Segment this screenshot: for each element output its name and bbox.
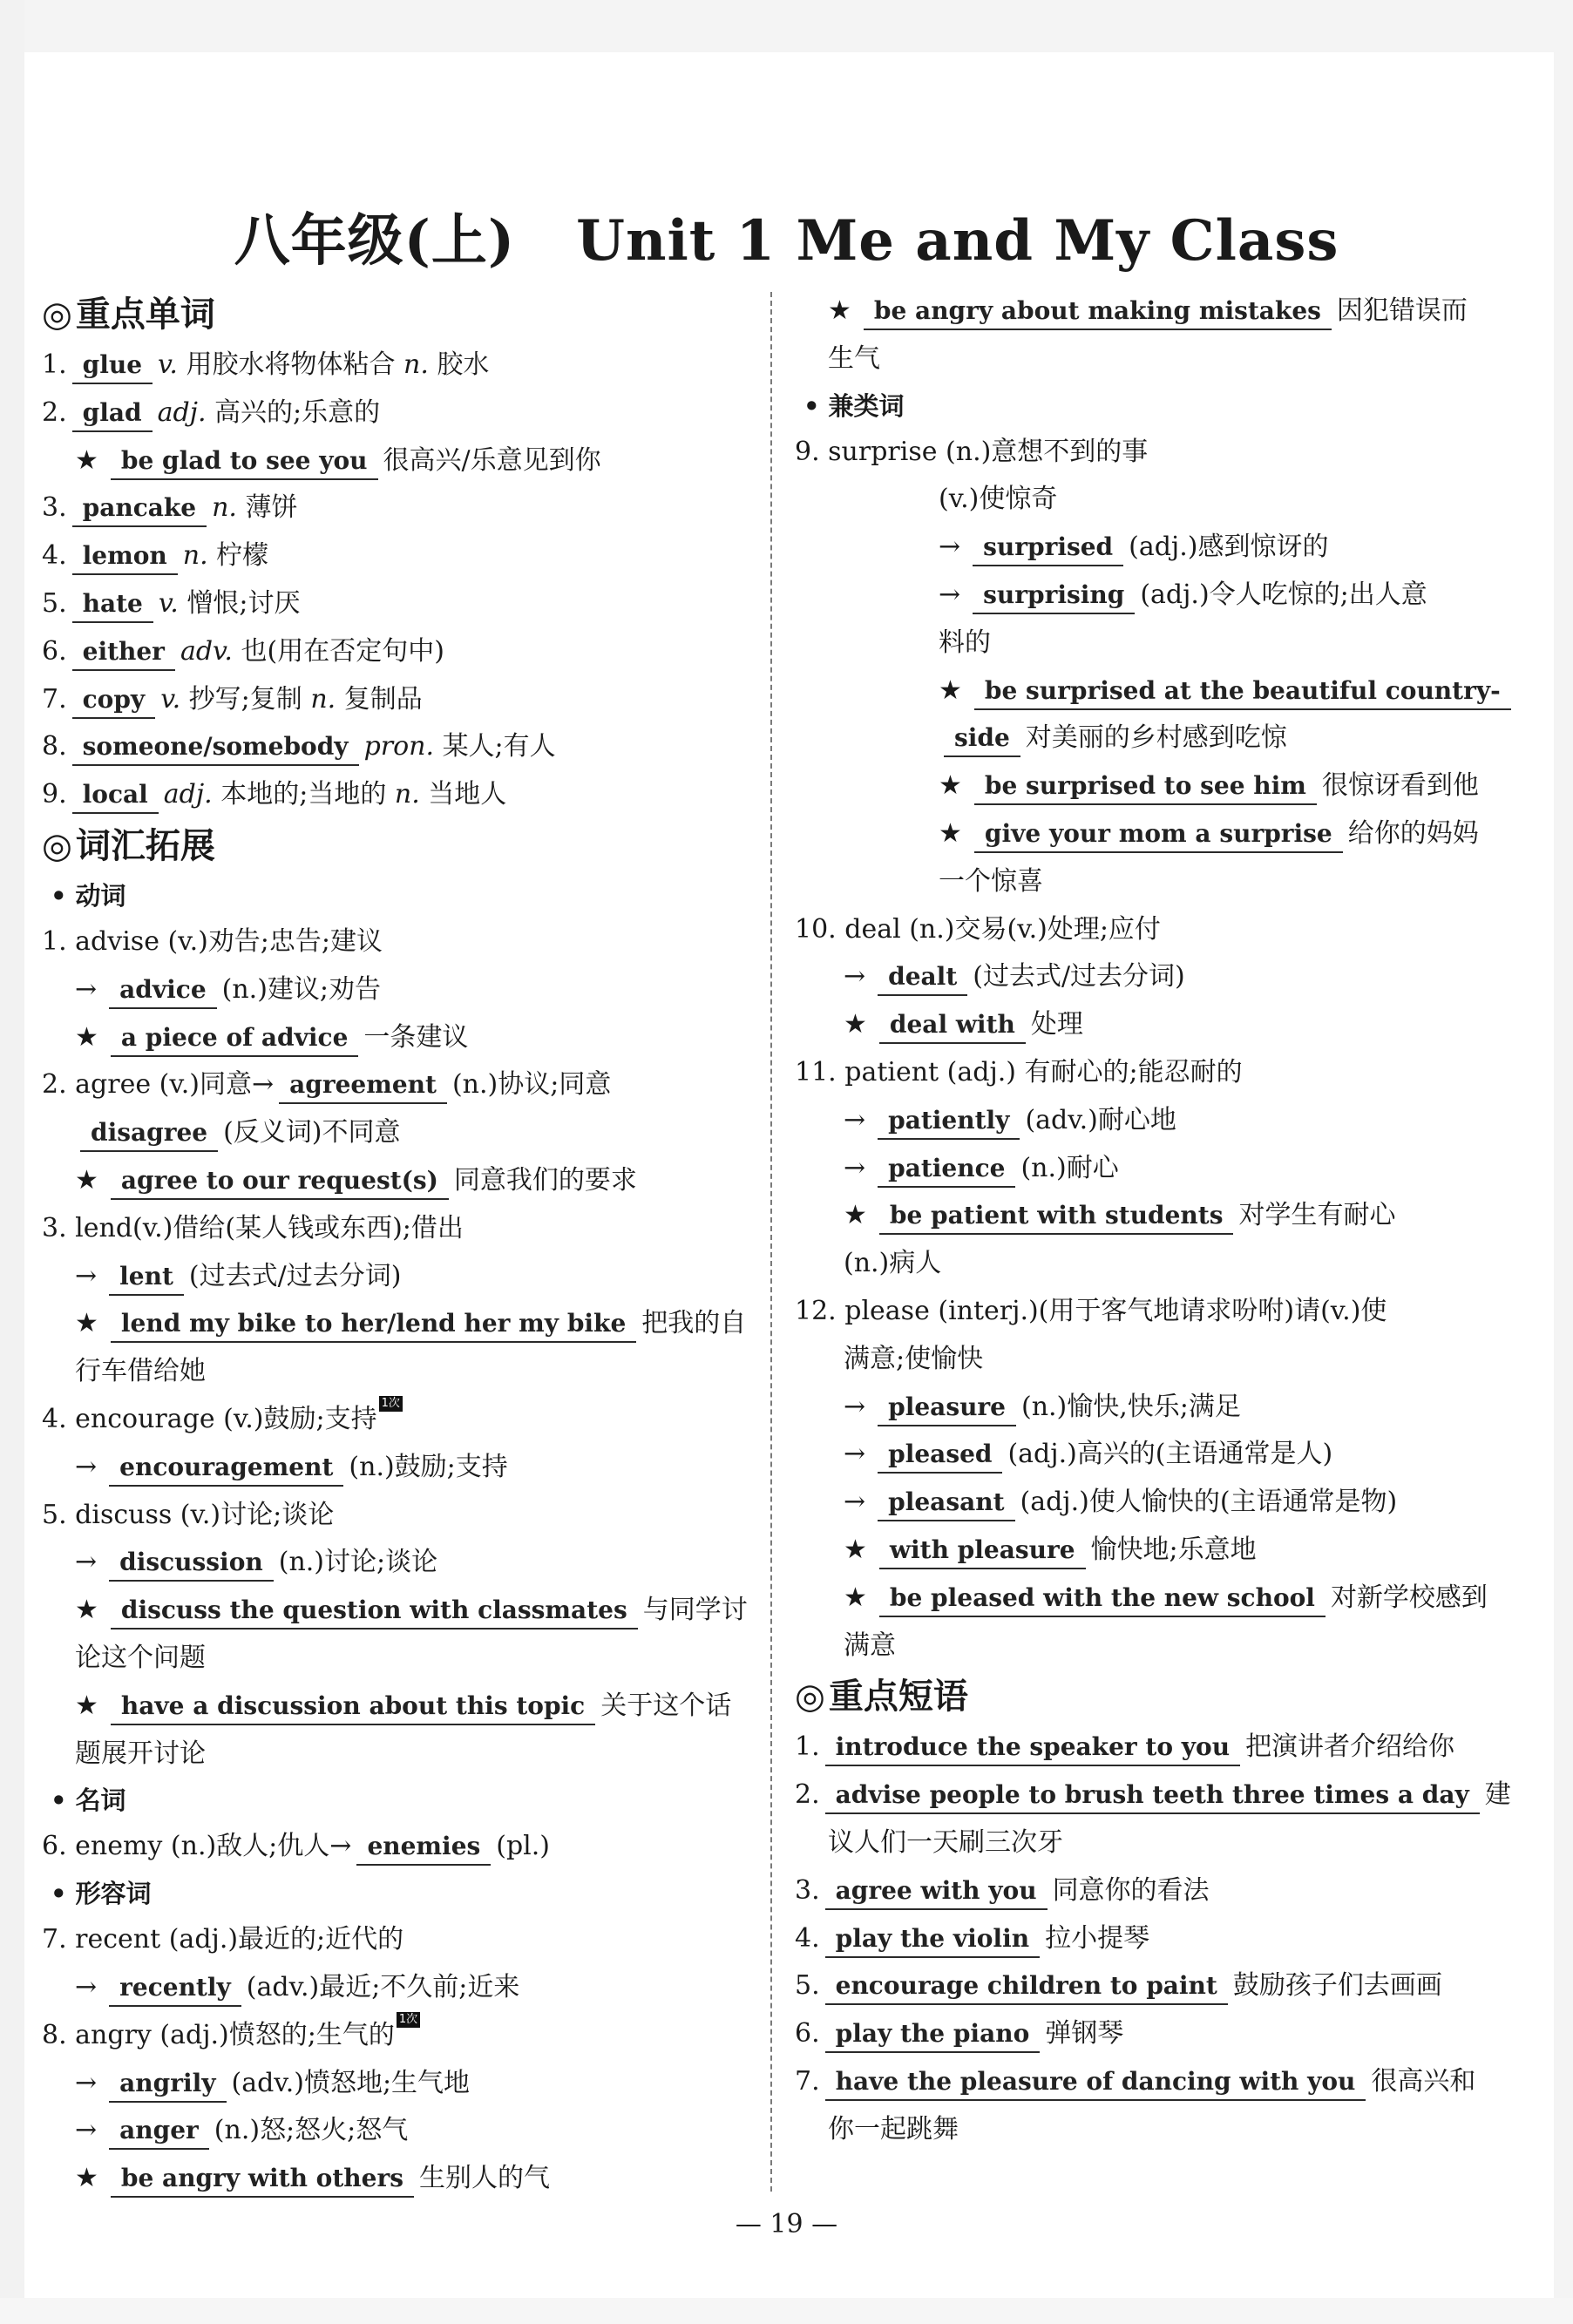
meaning: 建: [1484, 1779, 1511, 1811]
meaning: (adv.)愤怒地;生气地: [231, 2067, 471, 2098]
meaning: (adj.)感到惊讶的: [1129, 532, 1329, 563]
entry-number: 7.: [795, 2065, 820, 2097]
entry-text: (v.)使惊奇: [939, 484, 1058, 515]
meaning: 当地人: [428, 779, 507, 810]
arrow-icon: →: [75, 1260, 98, 1291]
entry-line: [795, 1724, 1509, 1772]
answer-blank: recently: [109, 1970, 241, 2007]
entry-line: [795, 1288, 1509, 1336]
meaning: 本地的;当地的: [220, 779, 387, 810]
answer-blank: deal with: [879, 1007, 1026, 1044]
star-icon: ★: [844, 1200, 867, 1231]
entry-text: 行车借给她: [75, 1356, 206, 1387]
part-of-speech: n.: [212, 492, 246, 524]
answer-blank: agree with you: [825, 1873, 1048, 1910]
entry-line: [42, 1205, 739, 1253]
answer-blank: patience: [878, 1151, 1015, 1188]
star-icon: ★: [844, 1009, 867, 1040]
meaning: 把演讲者介绍给你: [1245, 1731, 1455, 1763]
answer-blank: enemies: [356, 1829, 491, 1866]
arrow-icon: →: [75, 1547, 98, 1578]
category-heading: [795, 383, 1509, 429]
meaning: 因犯错误而: [1336, 295, 1468, 326]
answer-blank: be patient with students: [879, 1198, 1234, 1235]
part-of-speech: adj.: [157, 396, 215, 428]
meaning: 很惊讶看到他: [1321, 770, 1479, 802]
entry-number: 8.: [42, 731, 67, 762]
bullet-icon: •: [51, 1879, 67, 1909]
entry-number: 5.: [42, 587, 67, 619]
meaning: 关于这个话: [600, 1690, 732, 1721]
part-of-speech: v.: [158, 587, 187, 619]
entry-line: [42, 580, 739, 628]
answer-blank: be glad to see you: [111, 444, 378, 480]
entry-text: 7. recent (adj.)最近的;近代的: [42, 1924, 404, 1955]
section-heading-text: 词汇拓展: [75, 824, 215, 866]
bullet-icon: •: [51, 1785, 67, 1816]
entry-text: 8. angry (adj.)愤怒的;生气的: [42, 2019, 395, 2050]
arrow-icon: →: [75, 973, 98, 1005]
bullet-icon: •: [51, 880, 67, 911]
arrow-icon: →: [75, 2115, 98, 2146]
entry-text: (n.)病人: [844, 1248, 942, 1279]
meaning: (n.)鼓励;支持: [349, 1451, 508, 1482]
answer-blank: be angry with others: [111, 2161, 414, 2198]
meaning: 对新学校感到: [1330, 1582, 1488, 1613]
entry-line: [795, 1049, 1509, 1097]
star-icon: ★: [75, 2163, 98, 2194]
answer-blank: encourage children to paint: [825, 1968, 1228, 2005]
meaning: 拉小提琴: [1045, 1922, 1150, 1954]
arrow-icon: →: [844, 961, 866, 993]
entry-number: 6.: [795, 2018, 820, 2050]
meaning: (adv.)最近;不久前;近来: [246, 1971, 520, 2002]
entry-line: [795, 1097, 1509, 1145]
entry-line: [42, 2107, 739, 2155]
answer-blank: agree to our request(s): [111, 1163, 449, 1200]
arrow-icon: →: [75, 2067, 98, 2098]
meaning: 用胶水将物体粘合: [186, 349, 396, 380]
entry-line: [795, 953, 1509, 1001]
part-of-speech: n.: [395, 349, 437, 380]
entry-line: [42, 2060, 739, 2108]
answer-blank: someone/somebody: [72, 729, 359, 766]
answer-blank: angrily: [109, 2066, 226, 2103]
meaning: (n.)协议;同意: [451, 1069, 612, 1101]
page-title-english: Unit 1 Me and My Class: [576, 208, 1339, 274]
entry-line: [42, 1731, 739, 1779]
meaning: (adj.)高兴的(主语通常是人): [1007, 1439, 1333, 1470]
entry-line: [795, 906, 1509, 954]
answer-blank: agreement: [279, 1067, 447, 1104]
left-column: [42, 288, 748, 2203]
section-heading: [795, 1670, 1509, 1724]
arrow-icon: →: [844, 1487, 866, 1518]
column-divider: [770, 292, 772, 2192]
meaning: 与同学讨: [642, 1595, 748, 1626]
entry-line: [42, 2155, 739, 2203]
answer-blank: encouragement: [109, 1450, 343, 1487]
entry-line: [795, 1819, 1509, 1867]
star-icon: ★: [939, 770, 962, 802]
meaning: 同意你的看法: [1052, 1874, 1210, 1906]
category-heading-text: 动词: [75, 880, 126, 911]
answer-blank: advice: [109, 972, 217, 1009]
entry-line: [42, 2012, 739, 2060]
category-heading-text: 名词: [75, 1785, 126, 1816]
answer-blank: discussion: [109, 1545, 274, 1582]
part-of-speech: v.: [158, 349, 186, 380]
entry-line: [795, 810, 1509, 858]
entry-line: [795, 858, 1509, 906]
answer-blank: advise people to brush teeth three times a day: [825, 1778, 1480, 1814]
entry-line: [795, 1962, 1509, 2010]
category-heading-text: 兼类词: [828, 390, 905, 421]
entry-text: 满意: [844, 1630, 896, 1661]
section-heading-text: 重点单词: [75, 294, 215, 335]
entry-line: [42, 484, 739, 532]
entry-line: [42, 1014, 739, 1062]
frequency-tag: 1次: [379, 1396, 403, 1412]
entry-line: [795, 1240, 1509, 1288]
entry-line: [795, 1336, 1509, 1384]
arrow-icon: →: [844, 1152, 866, 1183]
category-heading-text: 形容词: [75, 1879, 152, 1909]
meaning: 薄饼: [245, 492, 298, 524]
entry-line: [795, 1145, 1509, 1193]
entry-line: [42, 1539, 739, 1587]
answer-blank: surprising: [973, 578, 1135, 614]
entry-line: [42, 966, 739, 1014]
entry-number: 4.: [795, 1922, 820, 1954]
arrow-icon: →: [844, 1104, 866, 1135]
meaning: (n.)怒;怒火;怒气: [214, 2115, 409, 2146]
page-edge: [0, 0, 24, 2324]
answer-blank: play the piano: [825, 2016, 1041, 2053]
meaning: 某人;有人: [442, 731, 556, 762]
meaning: 很高兴/乐意见到你: [383, 444, 601, 476]
answer-blank: dealt: [878, 959, 967, 996]
entry-number: 5.: [795, 1970, 820, 2002]
entry-text: 题展开讨论: [75, 1738, 206, 1769]
answer-blank: hate: [72, 586, 153, 623]
meaning: 复制品: [343, 683, 423, 715]
entry-line: [42, 676, 739, 724]
entry-line: [42, 1300, 747, 1348]
category-heading: [42, 873, 739, 918]
answer-blank: discuss the question with classmates: [111, 1593, 638, 1630]
entry-line: [42, 1109, 739, 1157]
meaning: (n.)愉快,快乐;满足: [1021, 1391, 1241, 1422]
entry-line: [795, 1479, 1509, 1527]
meaning: 憎恨;讨厌: [186, 587, 301, 619]
entry-text: 一个惊喜: [939, 865, 1043, 897]
entry-line: [42, 918, 739, 966]
entry-line: [795, 288, 1509, 335]
entry-text: 生气: [828, 342, 880, 374]
meaning: 同意我们的要求: [453, 1164, 637, 1196]
star-icon: ★: [939, 817, 962, 849]
meaning: 对学生有耐心: [1238, 1200, 1396, 1231]
answer-blank: pleased: [878, 1437, 1002, 1474]
answer-blank: lend my bike to her/lend her my bike: [111, 1306, 636, 1343]
answer-blank: either: [72, 634, 175, 671]
meaning: 高兴的;乐意的: [214, 396, 381, 428]
section-ring-icon: ◎: [795, 1676, 825, 1718]
answer-blank: side: [944, 721, 1020, 757]
meaning: 弹钢琴: [1045, 2018, 1124, 2050]
entry-text: 议人们一天刷三次牙: [828, 1826, 1063, 1858]
arrow-icon: →: [939, 532, 961, 563]
entry-text: 6. enemy (n.)敌人;仇人→: [42, 1831, 352, 1862]
entry-line: [42, 437, 739, 485]
entry-line: [795, 1431, 1509, 1479]
entry-line: [42, 1061, 739, 1109]
entry-line: [795, 1001, 1509, 1049]
entry-line: [795, 2010, 1509, 2058]
star-icon: ★: [828, 295, 851, 326]
entry-number: 4.: [42, 540, 67, 572]
entry-line: [795, 335, 1509, 383]
meaning: (adj.)令人吃惊的;出人意: [1140, 579, 1427, 610]
part-of-speech: n.: [182, 540, 217, 572]
entry-line: [795, 1623, 1509, 1670]
part-of-speech: pron.: [363, 731, 443, 762]
entry-line: [795, 1192, 1509, 1240]
entry-text: 4. encourage (v.)鼓励;支持: [42, 1403, 377, 1434]
entry-line: [795, 1915, 1509, 1963]
answer-blank: be surprised to see him: [974, 769, 1317, 805]
meaning: (adv.)耐心地: [1025, 1104, 1176, 1135]
entry-line: [795, 715, 1509, 762]
entry-number: 3.: [795, 1874, 820, 1906]
section-heading: [42, 819, 739, 873]
meaning: 给你的妈妈: [1347, 817, 1479, 849]
meaning: (过去式/过去分词): [973, 961, 1185, 993]
page-edge: [0, 0, 1573, 52]
frequency-tag: 1次: [397, 2012, 420, 2028]
answer-blank: be pleased with the new school: [879, 1581, 1326, 1617]
answer-blank: be angry about making mistakes: [864, 294, 1332, 330]
entry-text: 料的: [939, 627, 991, 658]
entry-line: [795, 2106, 1509, 2154]
answer-blank: give your mom a surprise: [974, 816, 1343, 853]
arrow-icon: →: [75, 1451, 98, 1482]
entry-text: 9. surprise (n.)意想不到的事: [795, 436, 1149, 467]
entry-number: 2.: [42, 396, 67, 428]
star-icon: ★: [75, 1164, 98, 1196]
entry-line: [42, 1396, 739, 1444]
answer-blank: copy: [72, 682, 156, 719]
entry-text: 5. discuss (v.)讨论;谈论: [42, 1499, 335, 1530]
meaning: 抄写;复制: [188, 683, 302, 715]
category-heading: [42, 1778, 739, 1823]
category-heading: [42, 1871, 739, 1916]
star-icon: ★: [939, 674, 962, 706]
arrow-icon: →: [939, 579, 961, 610]
answer-blank: pleasure: [878, 1390, 1016, 1426]
entry-number: 6.: [42, 635, 67, 667]
answer-blank: surprised: [973, 530, 1123, 566]
meaning: 生别人的气: [418, 2163, 550, 2194]
entry-line: [795, 762, 1509, 810]
entry-line: [42, 390, 739, 437]
entry-line: [42, 1823, 739, 1871]
meaning: 也(用在否定句中): [241, 635, 444, 667]
part-of-speech: adj.: [163, 779, 221, 810]
entry-line: [795, 1772, 1509, 1819]
answer-blank: lemon: [72, 539, 178, 575]
entry-text: 2. agree (v.)同意→: [42, 1069, 275, 1101]
meaning: 很高兴和: [1371, 2065, 1476, 2097]
bullet-icon: •: [803, 390, 820, 421]
meaning: (n.)耐心: [1020, 1152, 1119, 1183]
meaning: (反义词)不同意: [223, 1117, 401, 1148]
answer-blank: play the violin: [825, 1921, 1040, 1958]
entry-line: [795, 476, 1509, 524]
meaning: (n.)讨论;谈论: [278, 1547, 438, 1578]
star-icon: ★: [75, 444, 98, 476]
entry-number: 3.: [42, 492, 67, 524]
section-heading-text: 重点短语: [828, 1676, 968, 1718]
meaning: 鼓励孩子们去画画: [1232, 1970, 1442, 2002]
section-ring-icon: ◎: [42, 294, 72, 335]
meaning: 处理: [1030, 1009, 1083, 1040]
entry-text: 11. patient (adj.) 有耐心的;能忍耐的: [795, 1056, 1243, 1087]
entry-line: [42, 628, 739, 676]
entry-line: [795, 1575, 1509, 1623]
answer-blank: be surprised at the beautiful country-: [974, 674, 1511, 710]
entry-text: 10. deal (n.)交易(v.)处理;应付: [795, 913, 1161, 945]
page-edge: [0, 2298, 1573, 2324]
entry-text: 3. lend(v.)借给(某人钱或东西);借出: [42, 1212, 464, 1243]
star-icon: ★: [844, 1534, 867, 1565]
star-icon: ★: [75, 1595, 98, 1626]
star-icon: ★: [75, 1308, 98, 1339]
entry-line: [42, 532, 739, 580]
meaning: (pl.): [496, 1831, 551, 1862]
arrow-icon: →: [844, 1391, 866, 1422]
answer-blank: disagree: [80, 1115, 218, 1152]
answer-blank: with pleasure: [879, 1533, 1086, 1569]
entry-line: [42, 1587, 748, 1635]
entry-line: [42, 342, 739, 390]
section-ring-icon: ◎: [42, 824, 72, 866]
answer-blank: pleasant: [878, 1485, 1014, 1521]
entry-line: [795, 1384, 1509, 1432]
entry-line: [42, 1348, 739, 1396]
entry-line: [795, 620, 1509, 667]
meaning: (过去式/过去分词): [188, 1260, 402, 1291]
arrow-icon: →: [844, 1439, 866, 1470]
entry-line: [42, 1253, 739, 1301]
answer-blank: have the pleasure of dancing with you: [825, 2064, 1366, 2101]
entry-line: [795, 1527, 1509, 1575]
answer-blank: glue: [72, 348, 153, 384]
entry-text: 论这个问题: [75, 1642, 206, 1673]
page-title-chinese: 八年级(上): [234, 208, 516, 274]
entry-line: [42, 1916, 739, 1964]
meaning: (n.)建议;劝告: [221, 973, 382, 1005]
right-column: [795, 288, 1509, 2153]
meaning: 一条建议: [363, 1021, 469, 1053]
answer-blank: anger: [109, 2113, 209, 2150]
arrow-icon: →: [75, 1971, 98, 2002]
meaning: 胶水: [437, 349, 490, 380]
entry-text: 满意;使愉快: [844, 1343, 984, 1374]
entry-line: [42, 1635, 739, 1683]
entry-line: [42, 1444, 739, 1492]
meaning: 柠檬: [216, 540, 269, 572]
entry-number: 2.: [795, 1779, 820, 1811]
entry-text: 12. please (interj.)(用于客气地请求吩咐)请(v.)使: [795, 1295, 1387, 1326]
meaning: 对美丽的乡村感到吃惊: [1025, 722, 1287, 754]
entry-line: [795, 429, 1509, 477]
entry-number: 1.: [42, 349, 67, 380]
part-of-speech: n.: [302, 683, 344, 715]
entry-number: 1.: [795, 1731, 820, 1763]
entry-line: [795, 1867, 1509, 1915]
entry-line: [795, 667, 1509, 715]
answer-blank: lent: [109, 1259, 184, 1296]
entry-line: [42, 771, 739, 819]
entry-number: 7.: [42, 683, 67, 715]
star-icon: ★: [844, 1582, 867, 1613]
entry-number: 9.: [42, 779, 67, 810]
section-heading: [42, 288, 739, 342]
entry-text: 1. advise (v.)劝告;忠告;建议: [42, 925, 383, 957]
star-icon: ★: [75, 1021, 98, 1053]
entry-line: [42, 1157, 739, 1205]
answer-blank: patiently: [878, 1103, 1020, 1140]
star-icon: ★: [75, 1690, 98, 1721]
meaning: 愉快地;乐意地: [1090, 1534, 1257, 1565]
part-of-speech: n.: [386, 779, 429, 810]
answer-blank: pancake: [72, 491, 207, 527]
answer-blank: glad: [72, 396, 153, 432]
meaning: (adj.)使人愉快的(主语通常是物): [1020, 1487, 1398, 1518]
answer-blank: local: [72, 777, 159, 814]
page-title: [0, 196, 1573, 276]
part-of-speech: v.: [160, 683, 189, 715]
entry-line: [42, 1683, 739, 1731]
page-edge: [1554, 0, 1573, 2324]
answer-blank: introduce the speaker to you: [825, 1730, 1240, 1766]
entry-line: [795, 524, 1509, 572]
entry-line: [42, 1964, 739, 2012]
page-number: — 19 —: [735, 2209, 838, 2239]
meaning: 把我的自: [641, 1308, 747, 1339]
answer-blank: have a discussion about this topic: [111, 1689, 595, 1725]
entry-text: 你一起跳舞: [828, 2113, 959, 2144]
entry-line: [42, 1492, 739, 1540]
entry-line: [42, 723, 739, 771]
entry-line: [795, 2058, 1509, 2106]
answer-blank: a piece of advice: [111, 1020, 359, 1057]
part-of-speech: adv.: [180, 635, 241, 667]
entry-line: [795, 572, 1509, 620]
